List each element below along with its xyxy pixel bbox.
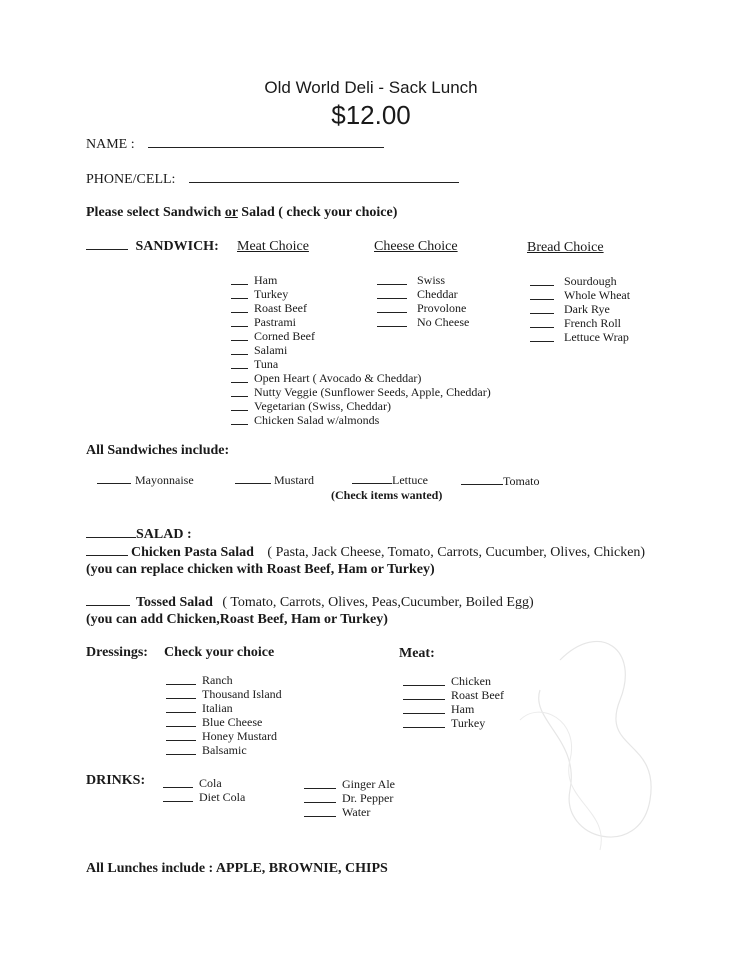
pasta-salad-option: Chicken Pasta Salad ( Pasta, Jack Cheese, Tomato, Carrots, Cucumber, Olives, Chicken) [86,545,645,561]
salad-option: SALAD : [86,527,192,543]
salad-meat-option[interactable]: Chicken [403,675,504,689]
includes-heading: All Sandwiches include: [86,443,230,458]
sandwich-option: SANDWICH: [86,239,219,255]
dressing-option[interactable]: Honey Mustard [166,730,282,744]
meat-option[interactable]: Turkey [231,288,491,302]
dressings-label: Dressings: [86,645,148,660]
salad-meat-option[interactable]: Turkey [403,717,504,731]
meat-option[interactable]: Corned Beef [231,330,491,344]
includes-note: (Check items wanted) [331,488,443,502]
cheese-choice-heading: Cheese Choice [374,239,458,254]
meat-option[interactable]: Tuna [231,358,491,372]
salad-meat-option[interactable]: Roast Beef [403,689,504,703]
tossed-salad-check-line[interactable] [86,605,130,606]
include-mayonnaise[interactable]: Mayonnaise [97,473,194,488]
drinks-col2 [304,778,395,820]
tossed-salad-note: (you can add Chicken,Roast Beef, Ham or Turkey) [86,612,388,627]
tossed-salad-option: Tossed Salad ( Tomato, Carrots, Olives, Peas,Cucumber, Boiled Egg) [86,595,534,611]
drinks-label: DRINKS: [86,773,146,788]
phone-input-line[interactable] [189,182,459,183]
phone-field [86,172,459,188]
price: $12.00 [331,100,411,130]
bread-option[interactable]: Dark Rye [530,303,630,317]
bread-option[interactable]: French Roll [530,317,630,331]
meat-option[interactable]: Nutty Veggie (Sunflower Seeds, Apple, Cheddar) [231,386,491,400]
include-mustard[interactable]: Mustard [235,473,314,488]
include-lettuce[interactable]: Lettuce [352,473,428,488]
dressings-heading: Check your choice [164,645,275,660]
cheese-option[interactable]: Swiss [377,274,469,288]
meat-option[interactable]: Pastrami [231,316,491,330]
meat-option[interactable]: Chicken Salad w/almonds [231,414,491,428]
bread-choice-heading: Bread Choice [527,240,604,255]
salad-meat-list [403,675,504,731]
drinks-col1 [163,777,245,805]
cheese-option[interactable]: Provolone [377,302,469,316]
name-label: NAME : [86,137,135,152]
meat-option[interactable]: Vegetarian (Swiss, Cheddar) [231,400,491,414]
drink-option[interactable]: Dr. Pepper [304,792,395,806]
salad-meat-option[interactable]: Ham [403,703,504,717]
drink-option[interactable]: Ginger Ale [304,778,395,792]
page-title: Old World Deli - Sack Lunch [264,78,478,97]
select-instruction: Please select Sandwich or Salad ( check your choice) [86,205,398,220]
dressing-option[interactable]: Thousand Island [166,688,282,702]
meat-choice-heading: Meat Choice [237,239,309,254]
cheese-option[interactable]: Cheddar [377,288,469,302]
bread-option[interactable]: Whole Wheat [530,289,630,303]
dressing-list [166,674,282,758]
meat-option[interactable]: Salami [231,344,491,358]
meat-option[interactable]: Open Heart ( Avocado & Cheddar) [231,372,491,386]
name-field [86,137,384,153]
drink-option[interactable]: Water [304,806,395,820]
dressing-option[interactable]: Blue Cheese [166,716,282,730]
bread-option[interactable]: Lettuce Wrap [530,331,630,345]
dressing-option[interactable]: Italian [166,702,282,716]
drink-option[interactable]: Cola [163,777,245,791]
include-tomato[interactable]: Tomato [461,474,540,489]
meat-option[interactable]: Roast Beef [231,302,491,316]
dressing-option[interactable]: Ranch [166,674,282,688]
meat-option[interactable]: Ham [231,274,491,288]
drink-option[interactable]: Diet Cola [163,791,245,805]
sandwich-check-line[interactable] [86,249,128,250]
name-input-line[interactable] [148,147,384,148]
footer-note: All Lunches include : APPLE, BROWNIE, CHIPS [86,861,388,876]
cheese-list [377,274,469,330]
pasta-salad-note: (you can replace chicken with Roast Beef, Ham or Turkey) [86,562,435,577]
salad-meat-label: Meat: [399,646,435,661]
dressing-option[interactable]: Balsamic [166,744,282,758]
salad-check-line[interactable] [86,537,136,538]
phone-label: PHONE/CELL: [86,172,176,187]
cheese-option[interactable]: No Cheese [377,316,469,330]
bread-list [530,275,630,345]
pasta-salad-check-line[interactable] [86,555,128,556]
bread-option[interactable]: Sourdough [530,275,630,289]
